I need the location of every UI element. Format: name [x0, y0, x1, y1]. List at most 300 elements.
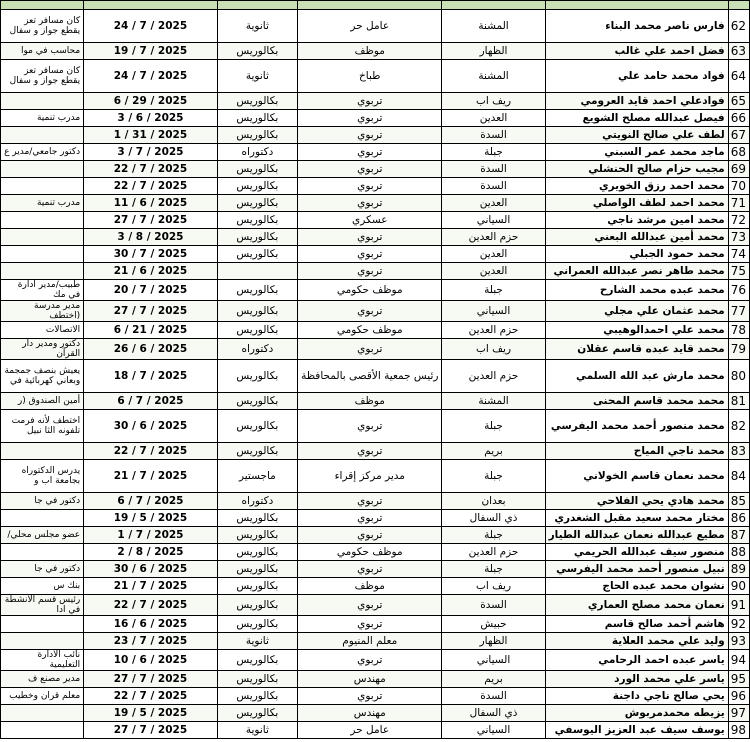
qualification-cell[interactable]: بكالوريس: [217, 595, 297, 616]
job-cell[interactable]: رئيس جمعية الأقصى بالمحافظة: [298, 360, 442, 393]
notes-cell[interactable]: [1, 722, 84, 739]
full-name-cell[interactable]: ماجد محمد عمر السبني: [545, 144, 728, 161]
notes-cell[interactable]: [1, 510, 84, 527]
arrest-date-cell[interactable]: 22 / 7 / 2025: [84, 161, 218, 178]
row-number-cell[interactable]: 97: [728, 705, 749, 722]
arrest-date-cell[interactable]: 6 / 7 / 2025: [84, 393, 218, 410]
table-row[interactable]: [1, 110, 750, 127]
qualification-cell[interactable]: بكالوريس: [217, 110, 297, 127]
full-name-cell[interactable]: محمد علي احمدالوهيبي: [545, 322, 728, 339]
table-row[interactable]: [1, 127, 750, 144]
table-row[interactable]: [1, 280, 750, 301]
district-cell[interactable]: الظهار: [442, 633, 545, 650]
table-row[interactable]: [1, 510, 750, 527]
table-row[interactable]: [1, 527, 750, 544]
full-name-cell[interactable]: لطف علي صالح النويتي: [545, 127, 728, 144]
full-name-cell[interactable]: محمد هادي يحي الفلاحي: [545, 493, 728, 510]
table-row[interactable]: [1, 595, 750, 616]
district-cell[interactable]: بعدان: [442, 493, 545, 510]
table-row[interactable]: [1, 493, 750, 510]
district-cell[interactable]: ذي السفال: [442, 510, 545, 527]
arrest-date-cell[interactable]: 3 / 6 / 2025: [84, 110, 218, 127]
job-cell[interactable]: تربوي: [298, 510, 442, 527]
full-name-cell[interactable]: محمد ناجي المياح: [545, 443, 728, 460]
arrest-date-cell[interactable]: 27 / 7 / 2025: [84, 212, 218, 229]
arrest-date-cell[interactable]: 22 / 7 / 2025: [84, 595, 218, 616]
notes-cell[interactable]: [1, 93, 84, 110]
table-row[interactable]: [1, 144, 750, 161]
notes-cell[interactable]: [1, 263, 84, 280]
job-cell[interactable]: عامل حر: [298, 10, 442, 43]
notes-cell[interactable]: بنك س: [1, 578, 84, 595]
job-cell[interactable]: تربوي: [298, 493, 442, 510]
arrest-date-cell[interactable]: 27 / 7 / 2025: [84, 301, 218, 322]
row-number-cell[interactable]: 86: [728, 510, 749, 527]
row-number-cell[interactable]: 77: [728, 301, 749, 322]
full-name-cell[interactable]: وليد علي محمد العلاية: [545, 633, 728, 650]
header-cell[interactable]: [545, 1, 728, 10]
job-cell[interactable]: تربوي: [298, 443, 442, 460]
job-cell[interactable]: تربوي: [298, 527, 442, 544]
full-name-cell[interactable]: فارس ناصر محمد البناء: [545, 10, 728, 43]
job-cell[interactable]: موظف: [298, 578, 442, 595]
qualification-cell[interactable]: بكالوريس: [217, 527, 297, 544]
arrest-date-cell[interactable]: 2 / 8 / 2025: [84, 544, 218, 561]
row-number-cell[interactable]: 72: [728, 212, 749, 229]
arrest-date-cell[interactable]: 23 / 7 / 2025: [84, 633, 218, 650]
arrest-date-cell[interactable]: 20 / 7 / 2025: [84, 280, 218, 301]
district-cell[interactable]: الظهار: [442, 43, 545, 60]
full-name-cell[interactable]: فيصل عبدالله مصلح الشويع: [545, 110, 728, 127]
arrest-date-cell[interactable]: 11 / 6 / 2025: [84, 195, 218, 212]
qualification-cell[interactable]: بكالوريس: [217, 229, 297, 246]
full-name-cell[interactable]: نشوان محمد عبده الحاج: [545, 578, 728, 595]
district-cell[interactable]: المشنة: [442, 60, 545, 93]
table-row[interactable]: [1, 212, 750, 229]
job-cell[interactable]: موظف حكومي: [298, 544, 442, 561]
job-cell[interactable]: تربوي: [298, 650, 442, 671]
arrest-date-cell[interactable]: 27 / 7 / 2025: [84, 722, 218, 739]
notes-cell[interactable]: يدرس الدكتوراه بجامعة اب و: [1, 460, 84, 493]
job-cell[interactable]: تربوي: [298, 161, 442, 178]
full-name-cell[interactable]: فوادعلي احمد قايد العرومي: [545, 93, 728, 110]
qualification-cell[interactable]: بكالوريس: [217, 161, 297, 178]
notes-cell[interactable]: [1, 212, 84, 229]
job-cell[interactable]: تربوي: [298, 246, 442, 263]
table-row[interactable]: [1, 410, 750, 443]
arrest-date-cell[interactable]: 22 / 7 / 2025: [84, 443, 218, 460]
district-cell[interactable]: حزم العدين: [442, 544, 545, 561]
table-row[interactable]: [1, 93, 750, 110]
qualification-cell[interactable]: بكالوريس: [217, 43, 297, 60]
job-cell[interactable]: تربوي: [298, 178, 442, 195]
table-row[interactable]: [1, 360, 750, 393]
header-cell[interactable]: [217, 1, 297, 10]
table-row[interactable]: [1, 178, 750, 195]
header-cell[interactable]: [84, 1, 218, 10]
district-cell[interactable]: ريف اب: [442, 93, 545, 110]
full-name-cell[interactable]: يوسف سيف عبد العزيز اليوسفي: [545, 722, 728, 739]
arrest-date-cell[interactable]: 6 / 29 / 2025: [84, 93, 218, 110]
notes-cell[interactable]: معلم قران وخطيب: [1, 688, 84, 705]
arrest-date-cell[interactable]: 24 / 7 / 2025: [84, 60, 218, 93]
qualification-cell[interactable]: بكالوريس: [217, 212, 297, 229]
row-number-cell[interactable]: 87: [728, 527, 749, 544]
job-cell[interactable]: تربوي: [298, 144, 442, 161]
row-number-cell[interactable]: 90: [728, 578, 749, 595]
notes-cell[interactable]: طبيب/مدير ادارة في مك: [1, 280, 84, 301]
row-number-cell[interactable]: 92: [728, 616, 749, 633]
qualification-cell[interactable]: بكالوريس: [217, 688, 297, 705]
table-row[interactable]: [1, 671, 750, 688]
row-number-cell[interactable]: 66: [728, 110, 749, 127]
qualification-cell[interactable]: بكالوريس: [217, 544, 297, 561]
notes-cell[interactable]: [1, 705, 84, 722]
table-row[interactable]: [1, 443, 750, 460]
arrest-date-cell[interactable]: 30 / 6 / 2025: [84, 410, 218, 443]
notes-cell[interactable]: [1, 544, 84, 561]
table-row[interactable]: [1, 688, 750, 705]
row-number-cell[interactable]: 91: [728, 595, 749, 616]
table-row[interactable]: [1, 301, 750, 322]
header-cell[interactable]: [442, 1, 545, 10]
arrest-date-cell[interactable]: 3 / 8 / 2025: [84, 229, 218, 246]
table-row[interactable]: [1, 705, 750, 722]
qualification-cell[interactable]: بكالوريس: [217, 246, 297, 263]
district-cell[interactable]: السياني: [442, 212, 545, 229]
arrest-date-cell[interactable]: 19 / 5 / 2025: [84, 705, 218, 722]
district-cell[interactable]: جبلة: [442, 144, 545, 161]
full-name-cell[interactable]: محمد احمد رزق الخويري: [545, 178, 728, 195]
qualification-cell[interactable]: بكالوريس: [217, 561, 297, 578]
qualification-cell[interactable]: بكالوريس: [217, 616, 297, 633]
row-number-cell[interactable]: 84: [728, 460, 749, 493]
job-cell[interactable]: تربوي: [298, 616, 442, 633]
notes-cell[interactable]: الاتصالات: [1, 322, 84, 339]
job-cell[interactable]: مدير مركز إقراء: [298, 460, 442, 493]
arrest-date-cell[interactable]: 27 / 7 / 2025: [84, 671, 218, 688]
full-name-cell[interactable]: محمد امين مرشد ناجي: [545, 212, 728, 229]
qualification-cell[interactable]: بكالوريس: [217, 705, 297, 722]
notes-cell[interactable]: دكتور ومدير دار القرآن: [1, 339, 84, 360]
table-row[interactable]: [1, 195, 750, 212]
full-name-cell[interactable]: مجيب حزام صالح الحنشلي: [545, 161, 728, 178]
arrest-date-cell[interactable]: 19 / 7 / 2025: [84, 43, 218, 60]
job-cell[interactable]: تربوي: [298, 229, 442, 246]
table-row[interactable]: [1, 263, 750, 280]
arrest-date-cell[interactable]: 1 / 31 / 2025: [84, 127, 218, 144]
qualification-cell[interactable]: بكالوريس: [217, 127, 297, 144]
notes-cell[interactable]: [1, 229, 84, 246]
district-cell[interactable]: السياني: [442, 301, 545, 322]
full-name-cell[interactable]: محمد عثمان علي مجلي: [545, 301, 728, 322]
row-number-cell[interactable]: 74: [728, 246, 749, 263]
arrest-date-cell[interactable]: 3 / 7 / 2025: [84, 144, 218, 161]
full-name-cell[interactable]: محمد نعمان قاسم الخولاني: [545, 460, 728, 493]
row-number-cell[interactable]: 98: [728, 722, 749, 739]
district-cell[interactable]: حبيش: [442, 616, 545, 633]
notes-cell[interactable]: مدير مدرسة (اختطف: [1, 301, 84, 322]
arrest-date-cell[interactable]: 1 / 7 / 2025: [84, 527, 218, 544]
row-number-cell[interactable]: 81: [728, 393, 749, 410]
row-number-cell[interactable]: 93: [728, 633, 749, 650]
qualification-cell[interactable]: بكالوريس: [217, 671, 297, 688]
arrest-date-cell[interactable]: 30 / 6 / 2025: [84, 561, 218, 578]
full-name-cell[interactable]: محمد طاهر نصر عبدالله العمراني: [545, 263, 728, 280]
notes-cell[interactable]: دكتور في جا: [1, 561, 84, 578]
full-name-cell[interactable]: محمد عبده محمد الشارح: [545, 280, 728, 301]
arrest-date-cell[interactable]: 22 / 7 / 2025: [84, 688, 218, 705]
full-name-cell[interactable]: محمد احمد لطف الواصلي: [545, 195, 728, 212]
row-number-cell[interactable]: 96: [728, 688, 749, 705]
table-row[interactable]: [1, 578, 750, 595]
qualification-cell[interactable]: دكتوراه: [217, 493, 297, 510]
notes-cell[interactable]: رئيس قسم الانشطة في ادا: [1, 595, 84, 616]
district-cell[interactable]: حزم العدين: [442, 360, 545, 393]
row-number-cell[interactable]: 69: [728, 161, 749, 178]
notes-cell[interactable]: مدرب تنمية: [1, 195, 84, 212]
table-row[interactable]: [1, 43, 750, 60]
district-cell[interactable]: العدين: [442, 110, 545, 127]
table-row[interactable]: [1, 460, 750, 493]
notes-cell[interactable]: نائب الادارة التعليمية: [1, 650, 84, 671]
row-number-cell[interactable]: 79: [728, 339, 749, 360]
full-name-cell[interactable]: مختار محمد سعيد مقبل الشغدري: [545, 510, 728, 527]
full-name-cell[interactable]: محمد محمد قاسم المحنى: [545, 393, 728, 410]
row-number-cell[interactable]: 63: [728, 43, 749, 60]
district-cell[interactable]: السياني: [442, 650, 545, 671]
full-name-cell[interactable]: منصور سيف عبدالله الحريمي: [545, 544, 728, 561]
table-row[interactable]: [1, 616, 750, 633]
job-cell[interactable]: مهندس: [298, 671, 442, 688]
full-name-cell[interactable]: نبيل منصور أحمد محمد اليفرسي: [545, 561, 728, 578]
arrest-date-cell[interactable]: 19 / 5 / 2025: [84, 510, 218, 527]
job-cell[interactable]: طباخ: [298, 60, 442, 93]
job-cell[interactable]: معلم المنيوم: [298, 633, 442, 650]
arrest-date-cell[interactable]: 26 / 6 / 2025: [84, 339, 218, 360]
job-cell[interactable]: موظف: [298, 43, 442, 60]
arrest-date-cell[interactable]: 21 / 7 / 2025: [84, 578, 218, 595]
notes-cell[interactable]: كان مسافر تعز يقطع جواز و سفال: [1, 60, 84, 93]
district-cell[interactable]: جبلة: [442, 460, 545, 493]
job-cell[interactable]: تربوي: [298, 110, 442, 127]
district-cell[interactable]: ريف اب: [442, 578, 545, 595]
row-number-cell[interactable]: 82: [728, 410, 749, 443]
full-name-cell[interactable]: محمد حمود الجبلي: [545, 246, 728, 263]
row-number-cell[interactable]: 88: [728, 544, 749, 561]
row-number-cell[interactable]: 68: [728, 144, 749, 161]
district-cell[interactable]: العدين: [442, 246, 545, 263]
notes-cell[interactable]: [1, 443, 84, 460]
district-cell[interactable]: حزم العدين: [442, 322, 545, 339]
notes-cell[interactable]: اختطف لأنه فرمت تلفونه الثا نبيل: [1, 410, 84, 443]
table-row[interactable]: [1, 322, 750, 339]
district-cell[interactable]: بريم: [442, 671, 545, 688]
row-number-cell[interactable]: 95: [728, 671, 749, 688]
notes-cell[interactable]: أمين الصندوق (ر: [1, 393, 84, 410]
qualification-cell[interactable]: ماجستير: [217, 460, 297, 493]
qualification-cell[interactable]: بكالوريس: [217, 393, 297, 410]
district-cell[interactable]: جبلة: [442, 280, 545, 301]
district-cell[interactable]: السدة: [442, 178, 545, 195]
arrest-date-cell[interactable]: 21 / 7 / 2025: [84, 460, 218, 493]
job-cell[interactable]: تربوي: [298, 339, 442, 360]
row-number-cell[interactable]: 89: [728, 561, 749, 578]
full-name-cell[interactable]: يحي صالح ناجي داجنة: [545, 688, 728, 705]
row-number-cell[interactable]: 78: [728, 322, 749, 339]
district-cell[interactable]: المشنة: [442, 10, 545, 43]
arrest-date-cell[interactable]: 16 / 6 / 2025: [84, 616, 218, 633]
row-number-cell[interactable]: 65: [728, 93, 749, 110]
qualification-cell[interactable]: بكالوريس: [217, 360, 297, 393]
header-cell[interactable]: [298, 1, 442, 10]
arrest-date-cell[interactable]: 21 / 6 / 2025: [84, 263, 218, 280]
qualification-cell[interactable]: بكالوريس: [217, 301, 297, 322]
row-number-cell[interactable]: 80: [728, 360, 749, 393]
qualification-cell[interactable]: ثانوية: [217, 722, 297, 739]
qualification-cell[interactable]: ثانوية: [217, 60, 297, 93]
full-name-cell[interactable]: نعمان محمد مصلح العماري: [545, 595, 728, 616]
full-name-cell[interactable]: هاشم أحمد صالح قاسم: [545, 616, 728, 633]
table-row[interactable]: [1, 246, 750, 263]
job-cell[interactable]: تربوي: [298, 688, 442, 705]
district-cell[interactable]: العدين: [442, 195, 545, 212]
qualification-cell[interactable]: بكالوريس: [217, 195, 297, 212]
district-cell[interactable]: جبلة: [442, 410, 545, 443]
arrest-date-cell[interactable]: 22 / 7 / 2025: [84, 178, 218, 195]
qualification-cell[interactable]: [217, 263, 297, 280]
notes-cell[interactable]: [1, 633, 84, 650]
table-row[interactable]: [1, 10, 750, 43]
row-number-cell[interactable]: 67: [728, 127, 749, 144]
notes-cell[interactable]: يعيش بنصف جمجمة وبعاني كهربائية في: [1, 360, 84, 393]
full-name-cell[interactable]: يزيطه محمدمربوش: [545, 705, 728, 722]
notes-cell[interactable]: محاسب في موا: [1, 43, 84, 60]
notes-cell[interactable]: دكتور في جا: [1, 493, 84, 510]
arrest-date-cell[interactable]: 30 / 7 / 2025: [84, 246, 218, 263]
table-row[interactable]: [1, 60, 750, 93]
qualification-cell[interactable]: بكالوريس: [217, 510, 297, 527]
qualification-cell[interactable]: ثانوية: [217, 633, 297, 650]
job-cell[interactable]: تربوي: [298, 263, 442, 280]
qualification-cell[interactable]: بكالوريس: [217, 650, 297, 671]
full-name-cell[interactable]: محمد منصور أحمد محمد اليفرسي: [545, 410, 728, 443]
table-row[interactable]: [1, 544, 750, 561]
full-name-cell[interactable]: مطيع عبدالله نعمان عبدالله الطيار: [545, 527, 728, 544]
table-row[interactable]: [1, 650, 750, 671]
notes-cell[interactable]: مدرب تنمية: [1, 110, 84, 127]
row-number-cell[interactable]: 62: [728, 10, 749, 43]
notes-cell[interactable]: عضو مجلس محلي/: [1, 527, 84, 544]
arrest-date-cell[interactable]: 6 / 21 / 2025: [84, 322, 218, 339]
qualification-cell[interactable]: ثانوية: [217, 10, 297, 43]
notes-cell[interactable]: مدير مصنع ف: [1, 671, 84, 688]
job-cell[interactable]: تربوي: [298, 127, 442, 144]
district-cell[interactable]: السدة: [442, 161, 545, 178]
job-cell[interactable]: تربوي: [298, 301, 442, 322]
job-cell[interactable]: تربوي: [298, 595, 442, 616]
district-cell[interactable]: جبلة: [442, 527, 545, 544]
notes-cell[interactable]: دكتور جامعي/مدير ع: [1, 144, 84, 161]
district-cell[interactable]: بريم: [442, 443, 545, 460]
row-number-cell[interactable]: 83: [728, 443, 749, 460]
full-name-cell[interactable]: محمد مارش عبد الله السلمي: [545, 360, 728, 393]
job-cell[interactable]: موظف حكومي: [298, 322, 442, 339]
full-name-cell[interactable]: ياسر علي محمد الورد: [545, 671, 728, 688]
district-cell[interactable]: حزم العدين: [442, 229, 545, 246]
notes-cell[interactable]: [1, 161, 84, 178]
table-row[interactable]: [1, 161, 750, 178]
qualification-cell[interactable]: بكالوريس: [217, 322, 297, 339]
job-cell[interactable]: عامل حر: [298, 722, 442, 739]
notes-cell[interactable]: [1, 127, 84, 144]
qualification-cell[interactable]: بكالوريس: [217, 443, 297, 460]
table-row[interactable]: [1, 561, 750, 578]
arrest-date-cell[interactable]: 10 / 6 / 2025: [84, 650, 218, 671]
notes-cell[interactable]: [1, 616, 84, 633]
qualification-cell[interactable]: بكالوريس: [217, 93, 297, 110]
table-row[interactable]: [1, 339, 750, 360]
row-number-cell[interactable]: 71: [728, 195, 749, 212]
district-cell[interactable]: ذي السفال: [442, 705, 545, 722]
table-row[interactable]: [1, 393, 750, 410]
qualification-cell[interactable]: بكالوريس: [217, 410, 297, 443]
full-name-cell[interactable]: فضل احمد علي غالب: [545, 43, 728, 60]
district-cell[interactable]: جبلة: [442, 561, 545, 578]
row-number-cell[interactable]: 64: [728, 60, 749, 93]
qualification-cell[interactable]: دكتوراه: [217, 144, 297, 161]
district-cell[interactable]: السدة: [442, 127, 545, 144]
qualification-cell[interactable]: دكتوراه: [217, 339, 297, 360]
notes-cell[interactable]: [1, 246, 84, 263]
row-number-cell[interactable]: 75: [728, 263, 749, 280]
arrest-date-cell[interactable]: 18 / 7 / 2025: [84, 360, 218, 393]
job-cell[interactable]: موظف: [298, 393, 442, 410]
job-cell[interactable]: موظف حكومي: [298, 280, 442, 301]
district-cell[interactable]: العدين: [442, 263, 545, 280]
notes-cell[interactable]: كان مسافر تعز يقطع جواز و سفال: [1, 10, 84, 43]
table-row[interactable]: [1, 722, 750, 739]
row-number-cell[interactable]: 76: [728, 280, 749, 301]
district-cell[interactable]: السدة: [442, 595, 545, 616]
notes-cell[interactable]: [1, 178, 84, 195]
job-cell[interactable]: تربوي: [298, 93, 442, 110]
arrest-date-cell[interactable]: 24 / 7 / 2025: [84, 10, 218, 43]
job-cell[interactable]: عسكري: [298, 212, 442, 229]
qualification-cell[interactable]: بكالوريس: [217, 578, 297, 595]
full-name-cell[interactable]: فواد محمد حامد علي: [545, 60, 728, 93]
header-cell[interactable]: [728, 1, 749, 10]
row-number-cell[interactable]: 94: [728, 650, 749, 671]
row-number-cell[interactable]: 85: [728, 493, 749, 510]
full-name-cell[interactable]: محمد أمين عبدالله البعني: [545, 229, 728, 246]
row-number-cell[interactable]: 73: [728, 229, 749, 246]
job-cell[interactable]: تربوي: [298, 195, 442, 212]
district-cell[interactable]: السياني: [442, 722, 545, 739]
qualification-cell[interactable]: بكالوريس: [217, 178, 297, 195]
job-cell[interactable]: تربوي: [298, 561, 442, 578]
table-row[interactable]: [1, 229, 750, 246]
qualification-cell[interactable]: بكالوريس: [217, 280, 297, 301]
table-row[interactable]: [1, 633, 750, 650]
job-cell[interactable]: مهندس: [298, 705, 442, 722]
district-cell[interactable]: المشنة: [442, 393, 545, 410]
full-name-cell[interactable]: محمد قايد عبده قاسم عقلان: [545, 339, 728, 360]
district-cell[interactable]: ريف اب: [442, 339, 545, 360]
full-name-cell[interactable]: ياسر عبده احمد الرحامي: [545, 650, 728, 671]
district-cell[interactable]: السدة: [442, 688, 545, 705]
header-cell[interactable]: [1, 1, 84, 10]
